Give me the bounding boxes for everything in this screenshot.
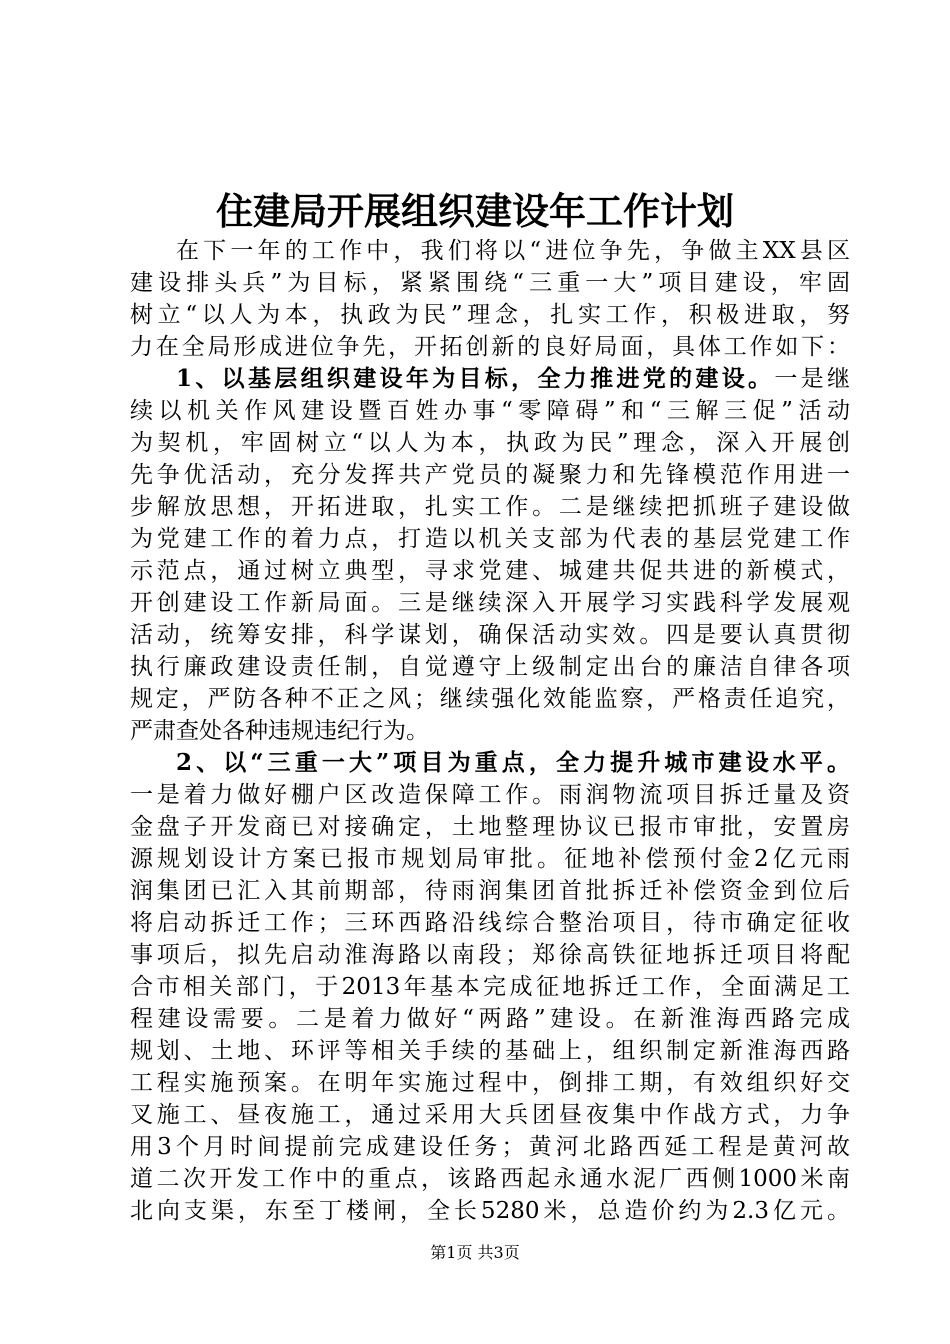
text-line: 北向支渠，东至丁楼闸，全长5280米，总造价约为2.3亿元。 bbox=[130, 1198, 850, 1224]
text-line: 润集团已汇入其前期部，待雨润集团首批拆迁补偿资金到位后 bbox=[130, 878, 850, 904]
text-line: 严肃查处各种违规违纪行为。 bbox=[130, 718, 429, 744]
text-line: 规定，严防各种不正之风；继续强化效能监察，严格责任追究， bbox=[130, 686, 850, 712]
text-line: 将启动拆迁工作；三环西路沿线综合整治项目，待市确定征收 bbox=[130, 910, 850, 936]
text-line: 建设排头兵”为目标，紧紧围绕“三重一大”项目建设，牢固 bbox=[130, 270, 850, 296]
text-line: 活动，统筹安排，科学谋划，确保活动实效。四是要认真贯彻 bbox=[130, 622, 850, 648]
text-line: 工程实施预案。在明年实施过程中，倒排工期，有效组织好交 bbox=[130, 1070, 850, 1096]
page-footer: 第1页 共3页 bbox=[430, 1243, 520, 1262]
text-line: 规划、土地、环评等相关手续的基础上，组织制定新淮海西路 bbox=[130, 1038, 850, 1064]
text-line: 续以机关作风建设暨百姓办事“零障碍”和“三解三促”活动 bbox=[130, 398, 850, 424]
text-line: 步解放思想，开拓进取，扎实工作。二是继续把抓班子建设做 bbox=[130, 494, 850, 520]
text-line: 金盘子开发商已对接确定，土地整理协议已报市审批，安置房 bbox=[130, 814, 850, 840]
text-line: 先争优活动，充分发挥共产党员的凝聚力和先锋模范作用进一 bbox=[130, 462, 850, 488]
text-line: 力在全局形成进位争先，开拓创新的良好局面，具体工作如下： bbox=[130, 334, 850, 360]
text-line: 树立“以人为本，执政为民”理念，扎实工作，积极进取，努 bbox=[130, 302, 850, 328]
text-line: 道二次开发工作中的重点，该路西起永通水泥厂西侧1000米南 bbox=[130, 1166, 850, 1192]
text-line: 程建设需要。二是着力做好“两路”建设。在新淮海西路完成 bbox=[130, 1006, 850, 1032]
text-line: 开创建设工作新局面。三是继续深入开展学习实践科学发展观 bbox=[130, 590, 850, 616]
text-line: 源规划设计方案已报市规划局审批。征地补偿预付金2亿元雨 bbox=[130, 846, 850, 872]
text-line: 一是着力做好棚户区改造保障工作。雨润物流项目拆迁量及资 bbox=[130, 782, 850, 808]
document-title: 住建局开展组织建设年工作计划 bbox=[216, 189, 734, 233]
text-line: 合市相关部门，于2013年基本完成征地拆迁工作，全面满足工 bbox=[130, 974, 850, 1000]
text-line: 为契机，牢固树立“以人为本，执政为民”理念，深入开展创 bbox=[130, 430, 850, 456]
text-line: 事项后，拟先启动淮海路以南段；郑徐高铁征地拆迁项目将配 bbox=[130, 942, 850, 968]
section-1-heading: 1、以基层组织建设年为目标，全力推进党的建设。 bbox=[176, 365, 775, 392]
text-line: 叉施工、昼夜施工，通过采用大兵团昼夜集中作战方式，力争 bbox=[130, 1102, 850, 1128]
text-line: 用3个月时间提前完成建设任务；黄河北路西延工程是黄河故 bbox=[130, 1134, 850, 1160]
text-line: 示范点，通过树立典型，寻求党建、城建共促共进的新模式， bbox=[130, 558, 850, 584]
text-line: 在下一年的工作中，我们将以“进位争先，争做主XX县区 bbox=[176, 238, 850, 264]
section-2-heading: 2、以“三重一大”项目为重点，全力提升城市建设水平。 bbox=[176, 749, 850, 776]
section-1-first-line bbox=[176, 363, 850, 395]
text-line: 为党建工作的着力点，打造以机关支部为代表的基层党建工作 bbox=[130, 526, 850, 552]
section-1-first-line-rest: 一是继 bbox=[774, 366, 850, 392]
text-line: 执行廉政建设责任制，自觉遵守上级制定出台的廉洁自律各项 bbox=[130, 654, 850, 680]
